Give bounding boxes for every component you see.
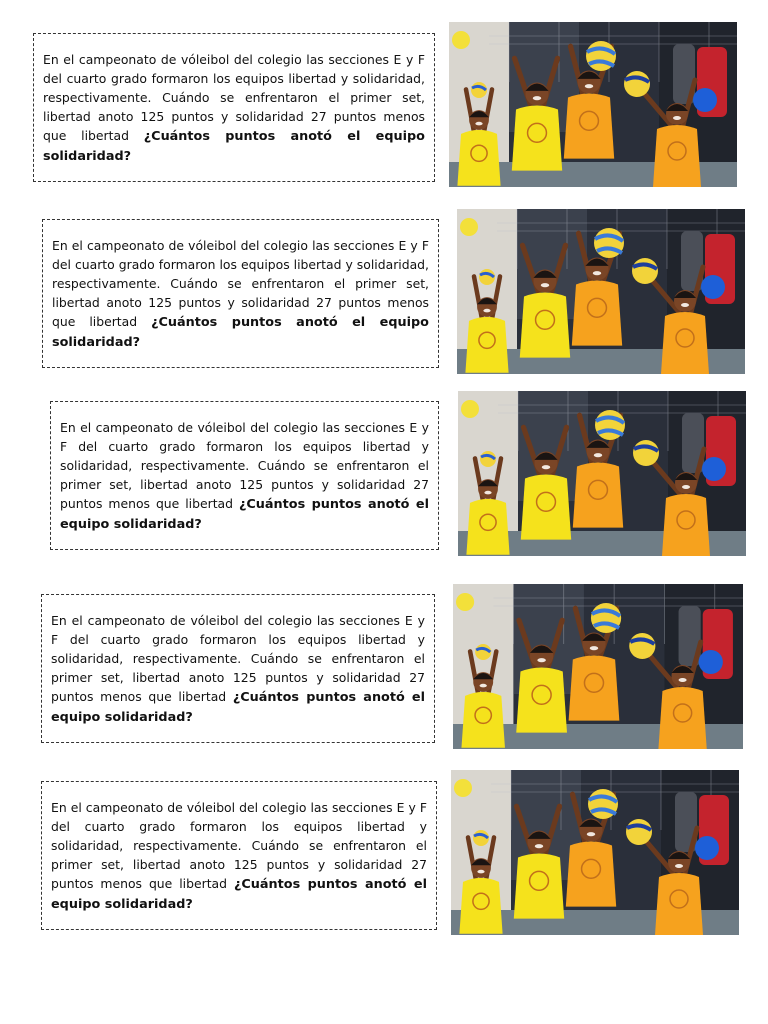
problem-question: ¿Cuántos puntos anotó el equipo solidaridad? [51, 876, 427, 912]
problem-question: ¿Cuántos puntos anotó el equipo solidaridad? [60, 496, 429, 532]
volleyball-photo-5 [451, 770, 739, 935]
problem-card-3 [50, 401, 439, 550]
volleyball-photo-2 [457, 209, 745, 374]
problem-question: ¿Cuántos puntos anotó el equipo solidaridad? [51, 689, 425, 725]
problem-statement: En el campeonato de vóleibol del colegio las secciones E y F del cuarto grado formaron los equipos libertad y solidaridad, respectivamente. Cuándo se enfrentaron el primer set, libertad anoto 125 puntos y solidaridad 27 puntos menos que libertad [51, 799, 427, 891]
problem-text [51, 611, 425, 727]
volleyball-photo-1 [449, 22, 737, 187]
problem-question: ¿Cuántos puntos anotó el equipo solidaridad? [43, 128, 425, 164]
problem-statement: En el campeonato de vóleibol del colegio las secciones E y F del cuarto grado formaron los equipos libertad y solidaridad, respectivamente. Cuándo se enfrentaron el primer set, libertad anoto 125 puntos y solidaridad 27 puntos menos que libertad [51, 612, 425, 704]
problem-text [60, 418, 429, 534]
problem-card-1 [33, 33, 435, 182]
problem-card-2 [42, 219, 439, 368]
problem-card-4 [41, 594, 435, 743]
problem-text [52, 236, 429, 352]
problem-text [43, 50, 425, 166]
problem-question: ¿Cuántos puntos anotó el equipo solidaridad? [52, 314, 429, 350]
problem-card-5 [41, 781, 437, 930]
problem-statement: En el campeonato de vóleibol del colegio las secciones E y F del cuarto grado formaron los equipos libertad y solidaridad, respectivamente. Cuándo se enfrentaron el primer set, libertad anoto 125 puntos y solidaridad 27 puntos menos que libertad [43, 51, 425, 143]
volleyball-photo-3 [458, 391, 746, 556]
problem-statement: En el campeonato de vóleibol del colegio las secciones E y F del cuarto grado formaron los equipos libertad y solidaridad, respectivamente. Cuándo se enfrentaron el primer set, libertad anoto 125 puntos y solidaridad 27 puntos menos que libertad [60, 419, 429, 511]
volleyball-photo-4 [453, 584, 743, 749]
problem-statement: En el campeonato de vóleibol del colegio las secciones E y F del cuarto grado formaron los equipos libertad y solidaridad, respectivamente. Cuándo se enfrentaron el primer set, libertad anoto 125 puntos y solidaridad 27 puntos menos que libertad [52, 237, 429, 329]
problem-text [51, 798, 427, 914]
